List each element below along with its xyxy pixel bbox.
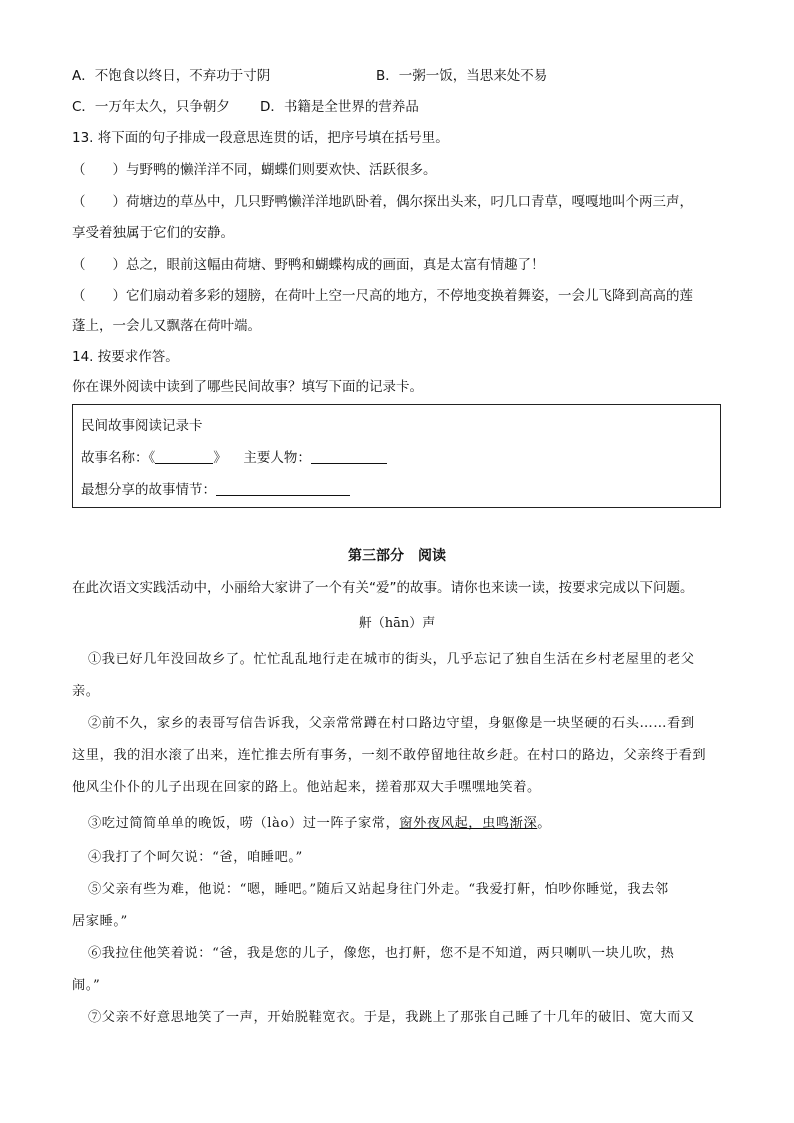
option-a: A．不饱食以终日，不弃功于寸阴 xyxy=(72,68,271,84)
story-name-blank[interactable] xyxy=(155,449,213,464)
option-c: C．一万年太久，只争朝夕 xyxy=(72,99,230,115)
record-card-title: 民间故事阅读记录卡 xyxy=(81,418,203,434)
q13-prompt: 13. 将下面的句子排成一段意思连贯的话，把序号填在括号里。 xyxy=(72,130,449,146)
option-row-ab xyxy=(72,66,548,86)
q14-intro: 你在课外阅读中读到了哪些民间故事？填写下面的记录卡。 xyxy=(72,379,423,395)
story-title: 鼾（hān）声 xyxy=(358,616,436,631)
part3-title: 第三部分 阅读 xyxy=(348,548,446,564)
story-p5-text-1: ⑤父亲有些为难，他说：“嗯，睡吧。”随后又站起身往门外走。“我爱打鼾，怕吵你睡觉，我去邻 xyxy=(88,882,669,897)
story-p7-line-1 xyxy=(72,1008,695,1028)
story-p2-text-1: ②前不久，家乡的表哥写信告诉我，父亲常常蹲在村口路边守望，身躯像是一块坚硬的石头……看到 xyxy=(88,716,695,731)
story-p2-line-3: 他风尘仆仆的儿子出现在回家的路上。他站起来，搓着那双大手嘿嘿地笑着。 xyxy=(72,780,541,795)
record-card xyxy=(72,404,721,508)
story-p1-line-2: 亲。 xyxy=(72,684,100,699)
record-card-plot-row xyxy=(81,480,350,500)
option-d: D．书籍是全世界的营养品 xyxy=(260,99,419,115)
main-person-blank[interactable] xyxy=(311,449,387,464)
q13-sentence-2-line-1: （ ）荷塘边的草丛中，几只野鸭懒洋洋地趴卧着，偶尔探出头来，叼几口青草，嘎嘎地叫个两三声， xyxy=(72,194,693,210)
q13-sentence-3: （ ）总之，眼前这幅由荷塘、野鸭和蝴蝶构成的画面，真是太富有情趣了！ xyxy=(72,257,545,273)
plot-blank[interactable] xyxy=(216,481,350,496)
q13-sentence-1: （ ）与野鸭的懒洋洋不同，蝴蝶们则要欢快、活跃很多。 xyxy=(72,162,437,178)
option-b: B．一粥一饭，当思来处不易 xyxy=(376,68,548,84)
q13-sentence-4-line-2: 蓬上，一会儿又飘落在荷叶端。 xyxy=(72,318,261,334)
story-p4 xyxy=(72,848,303,868)
record-card-name-row xyxy=(81,448,387,468)
story-p7-text-1: ⑦父亲不好意思地笑了一声，开始脱鞋宽衣。于是，我跳上了那张自己睡了十几年的破旧、宽大而又 xyxy=(88,1010,695,1025)
story-p5-line-1 xyxy=(72,880,669,900)
story-p6-line-1 xyxy=(72,944,674,964)
story-p3-text: ③吃过简简单单的晚饭，唠（lào）过一阵子家常， xyxy=(88,816,400,831)
part3-intro: 在此次语文实践活动中，小丽给大家讲了一个有关“爱”的故事。请你也来读一读，按要求完成以下问题。 xyxy=(72,580,694,596)
story-p3-end: 。 xyxy=(537,816,552,831)
story-p1-line-1 xyxy=(72,650,695,670)
story-name-close: 》 xyxy=(213,450,227,466)
option-row-cd xyxy=(72,97,419,117)
main-person-label: 主要人物： xyxy=(243,450,311,466)
q13-sentence-2-line-2: 享受着独属于它们的安静。 xyxy=(72,225,234,241)
story-p6-line-2: 闹。” xyxy=(72,978,101,993)
story-p6-text-1: ⑥我拉住他笑着说：“爸，我是您的儿子，像您，也打鼾，您不是不知道，两只喇叭一块儿吹，热 xyxy=(88,946,675,961)
story-p2-line-1 xyxy=(72,714,695,734)
story-p2-line-2: 这里，我的泪水滚了出来，连忙推去所有事务，一刻不敢停留地往故乡赶。在村口的路边，父亲终于看到 xyxy=(72,748,707,763)
story-p5-line-2: 居家睡。” xyxy=(72,914,128,929)
q14-prompt: 14. 按要求作答。 xyxy=(72,349,179,365)
story-name-label: 故事名称：《 xyxy=(81,450,156,466)
q13-sentence-4-line-1: （ ）它们扇动着多彩的翅膀，在荷叶上空一尺高的地方，不停地变换着舞姿，一会儿飞降到高高的莲 xyxy=(72,288,693,304)
story-p4-text: ④我打了个呵欠说：“爸，咱睡吧。” xyxy=(88,850,303,865)
plot-label: 最想分享的故事情节： xyxy=(81,482,216,498)
story-p3-underlined: 窗外夜风起，虫鸣渐深 xyxy=(399,816,538,831)
story-p1-text-1: ①我已好几年没回故乡了。忙忙乱乱地行走在城市的街头，几乎忘记了独自生活在乡村老屋里的老父 xyxy=(88,652,695,667)
story-p3 xyxy=(72,814,551,834)
